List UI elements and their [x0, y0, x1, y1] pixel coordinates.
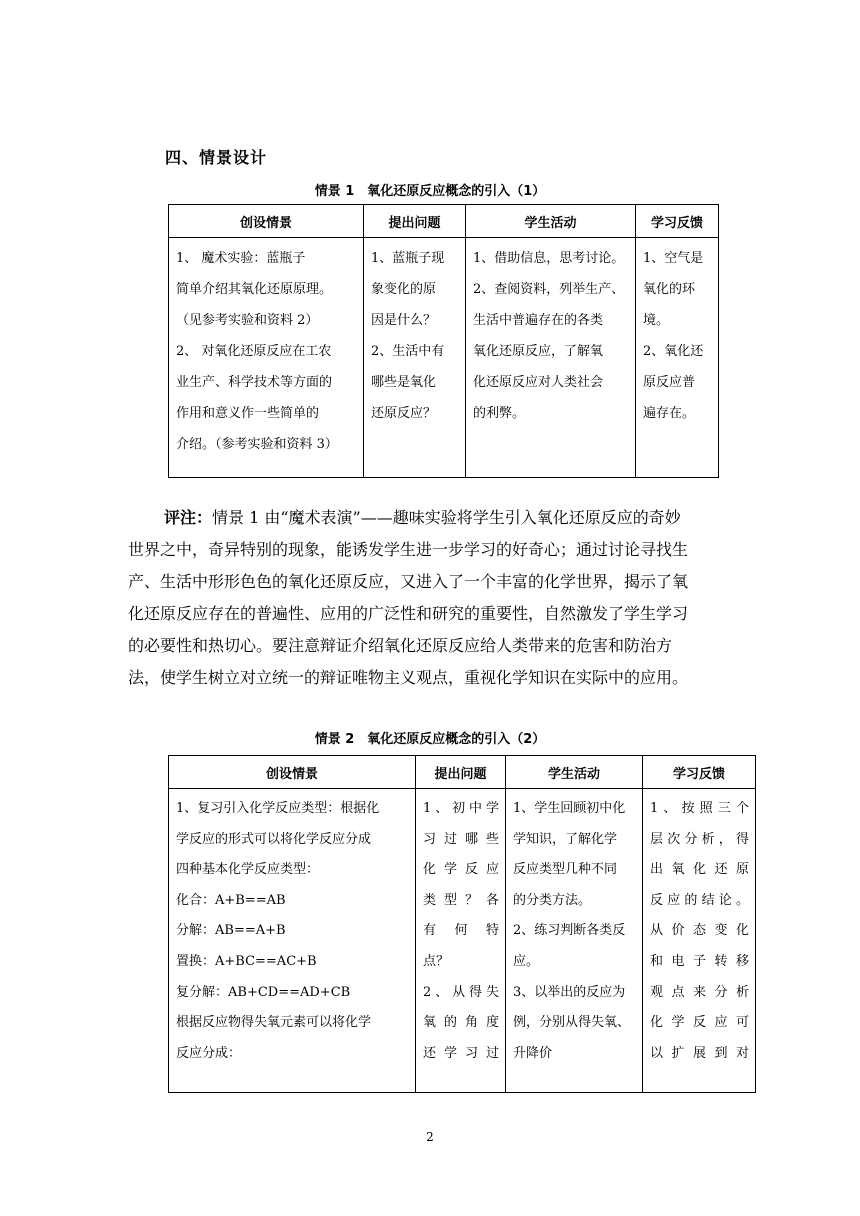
cell-line: 2、 对氧化还原反应在工农 [176, 344, 332, 359]
cell-line: 的利弊。 [473, 406, 526, 421]
cell-line: 以扩展到对 [650, 1045, 749, 1061]
cell-line: 有 何 特 [423, 923, 499, 939]
header-student-activity: 学生活动 [506, 756, 643, 789]
cell-line: 简单介绍其氧化还原原理。 [176, 282, 333, 297]
cell-student-activity [506, 789, 643, 1093]
cell-line: 氧化还原反应，了解氧 [473, 344, 604, 359]
scenario-table-1 [168, 204, 719, 478]
comment-line: 的必要性和热切心。要注意辩证介绍氧化还原反应给人类带来的危害和防治方 [128, 636, 673, 655]
cell-line: 象变化的原 [371, 282, 437, 297]
cell-ask-question [364, 238, 466, 478]
cell-line: 例，分别从得失氧、 [513, 1015, 631, 1031]
cell-line: 化学反应可 [650, 1015, 749, 1031]
header-learning-feedback: 学习反馈 [636, 205, 719, 238]
cell-line: 遍存在。 [643, 406, 696, 421]
cell-line: 反应类型几种不同 [513, 862, 618, 878]
cell-line: 类型？各 [423, 892, 499, 908]
cell-create-scenario [169, 789, 416, 1093]
cell-line: 还学习过 [423, 1045, 499, 1061]
cell-line: 1、空气是 [643, 251, 704, 266]
cell-line: 根据反应物得失氧元素可以将化学 [176, 1015, 372, 1031]
cell-line: 1、复习引入化学反应类型：根据化 [176, 801, 380, 816]
header-student-activity: 学生活动 [466, 205, 636, 238]
cell-line: 学反应的形式可以将化学反应分成 [176, 831, 372, 847]
table-header-row [169, 756, 756, 789]
cell-line: 氧的角度 [423, 1015, 499, 1031]
cell-line: 出氧化还原 [650, 862, 749, 878]
cell-line: 2、生活中有 [371, 344, 445, 359]
cell-line: 因是什么？ [371, 313, 437, 328]
cell-line: 层次分析，得 [650, 831, 749, 847]
cell-line: 1、蓝瓶子现 [371, 251, 445, 266]
cell-line: 1、按照三个 [650, 801, 749, 816]
cell-line: 还原反应？ [371, 406, 437, 421]
table2-caption: 情景 2 氧化还原反应概念的引入（2） [314, 732, 546, 747]
cell-line: 点？ [423, 953, 450, 969]
cell-line: 1、 魔术实验：蓝瓶子 [176, 251, 306, 266]
header-ask-question: 提出问题 [364, 205, 466, 238]
header-learning-feedback: 学习反馈 [643, 756, 756, 789]
cell-line: 化合：A+B==AB [176, 892, 286, 908]
cell-learning-feedback [636, 238, 719, 478]
cell-line: 2、查阅资料，列举生产、 [473, 282, 625, 297]
table-row [169, 789, 756, 1093]
page-number: 2 [426, 1130, 434, 1144]
comment-paragraph [128, 502, 730, 694]
cell-create-scenario [169, 238, 364, 478]
cell-line: 2、氧化还 [643, 344, 704, 359]
cell-line: （见参考实验和资料 2） [176, 313, 319, 328]
cell-line: 习过哪些 [423, 831, 499, 847]
cell-line: 分解：AB==A+B [176, 923, 286, 939]
cell-line: 氧化的环 [643, 282, 696, 297]
cell-line: 哪些是氧化 [371, 375, 437, 390]
cell-line: 1、借助信息，思考讨论。 [473, 251, 625, 266]
cell-line: 升降价 [513, 1045, 553, 1061]
cell-line: 反应的结论。 [650, 892, 749, 908]
section-heading: 四、情景设计 [165, 148, 268, 167]
cell-line: 的分类方法。 [513, 892, 592, 908]
cell-line: 原反应普 [643, 375, 696, 390]
cell-line: 观点来分析 [650, 984, 749, 1000]
cell-learning-feedback [643, 789, 756, 1093]
cell-line: 3、以举出的反应为 [513, 984, 626, 1000]
comment-line: 化还原反应存在的普遍性、应用的广泛性和研究的重要性，自然激发了学生学习 [128, 604, 689, 623]
cell-line: 作用和意义作一些简单的 [176, 406, 320, 421]
cell-student-activity [466, 238, 636, 478]
cell-line: 1、初中学 [423, 801, 499, 816]
comment-line: 世界之中，奇异特别的现象，能诱发学生进一步学习的好奇心；通过讨论寻找生 [128, 540, 689, 559]
cell-line: 生活中普遍存在的各类 [473, 313, 604, 328]
cell-line: 1、学生回顾初中化 [513, 801, 626, 816]
cell-line: 应。 [513, 953, 540, 969]
cell-line: 反应分成： [176, 1045, 242, 1061]
cell-line: 境。 [643, 313, 670, 328]
cell-line: 复分解：AB+CD==AD+CB [176, 984, 351, 1000]
comment-label: 评注： [164, 508, 213, 527]
header-create-scenario: 创设情景 [169, 205, 364, 238]
cell-line: 业生产、科学技术等方面的 [176, 375, 333, 390]
table-row [169, 238, 719, 478]
cell-line: 置换：A+BC==AC+B [176, 953, 317, 969]
cell-line: 化学反应 [423, 862, 499, 878]
comment-line: 评注：情景 1 由“魔术表演”——趣味实验将学生引入氧化还原反应的奇妙 [164, 508, 681, 527]
cell-line: 四种基本化学反应类型： [176, 862, 320, 878]
comment-line: 法，使学生树立对立统一的辩证唯物主义观点，重视化学知识在实际中的应用。 [128, 668, 689, 687]
table1-caption: 情景 1 氧化还原反应概念的引入（1） [314, 184, 546, 199]
table-header-row [169, 205, 719, 238]
cell-line: 从价态变化 [650, 923, 749, 939]
comment-line: 产、生活中形形色色的氧化还原反应，又进入了一个丰富的化学世界，揭示了氧 [128, 572, 689, 591]
cell-ask-question [416, 789, 506, 1093]
scenario-table-2 [168, 755, 756, 1093]
header-create-scenario: 创设情景 [169, 756, 416, 789]
cell-line: 学知识，了解化学 [513, 831, 618, 847]
header-ask-question: 提出问题 [416, 756, 506, 789]
cell-line: 和电子转移 [650, 953, 749, 969]
cell-line: 2、从得失 [423, 984, 499, 1000]
cell-line: 2、练习判断各类反 [513, 923, 626, 939]
cell-line: 化还原反应对人类社会 [473, 375, 604, 390]
cell-line: 介绍。（参考实验和资料 3） [176, 437, 338, 452]
